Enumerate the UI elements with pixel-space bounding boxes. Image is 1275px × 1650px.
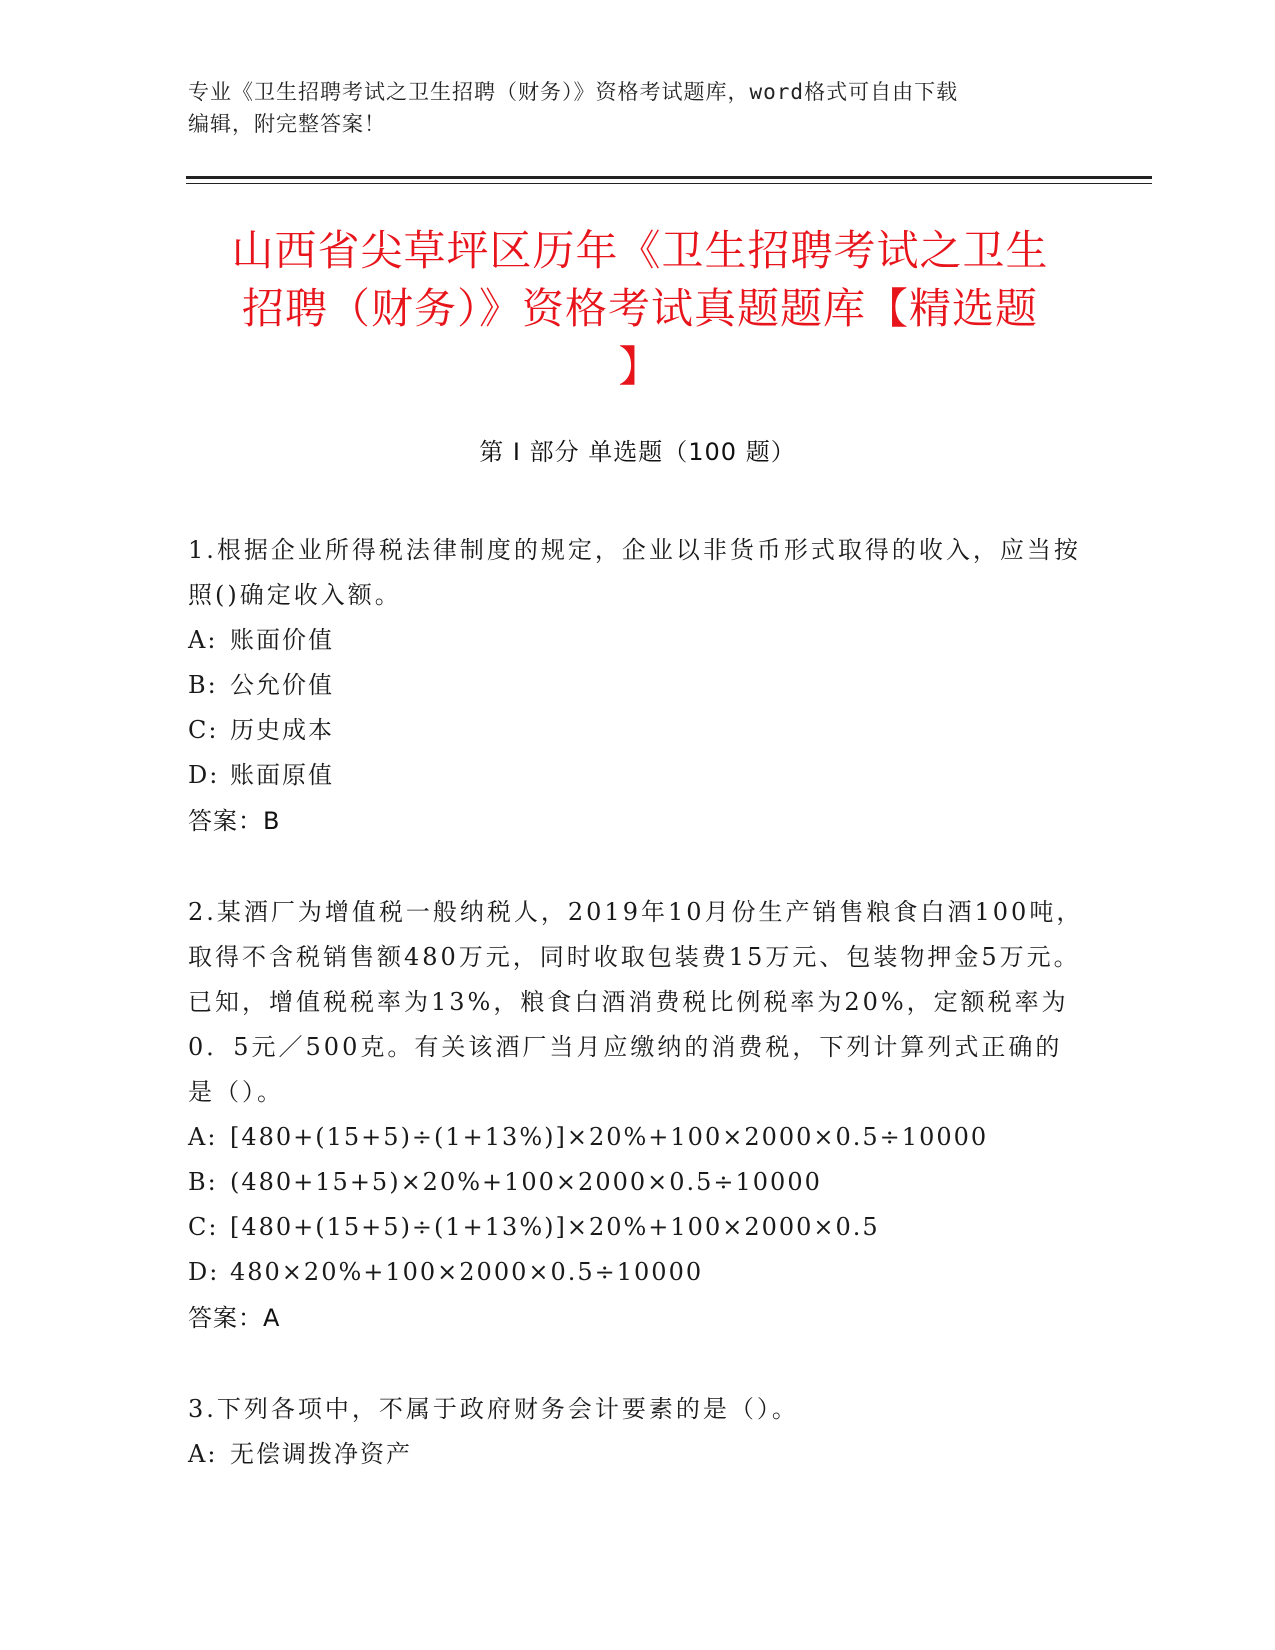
document-title: [190, 222, 1090, 396]
option-letter: C:: [188, 1213, 219, 1241]
document-title-line-1: 山西省尖草坪区历年《卫生招聘考试之卫生: [231, 226, 1049, 275]
option-a: [188, 1115, 1088, 1160]
option-letter: D:: [188, 761, 220, 789]
option-text: 账面价值: [230, 626, 334, 654]
option-text: (480+15+5)×20%+100×2000×0.5÷10000: [230, 1168, 822, 1196]
question-list: [188, 528, 1088, 1523]
question-stem: 1.根据企业所得税法律制度的规定，企业以非货币形式取得的收入，应当按照()确定收入额。: [188, 536, 1081, 609]
document-title-line-3: 】: [618, 342, 662, 391]
option-text: 无偿调拨净资产: [230, 1440, 412, 1468]
answer: 答案：A: [188, 1304, 281, 1332]
option-text: [480+(15+5)÷(1+13%)]×20%+100×2000×0.5: [230, 1213, 880, 1241]
section-title: 第 I 部分 单选题（100 题）: [479, 438, 796, 466]
option-text: 账面原值: [230, 761, 334, 789]
header-note: [188, 76, 1068, 140]
option-letter: C:: [188, 716, 219, 744]
header-divider-thick: [186, 176, 1152, 179]
option-c: [188, 1205, 1088, 1250]
option-a: [188, 618, 1088, 663]
option-text: 历史成本: [230, 716, 334, 744]
question-3: [188, 1387, 1088, 1477]
question-stem: 2.某酒厂为增值税一般纳税人，2019年10月份生产销售粮食白酒100吨，取得不含税销售额480万元，同时收取包装费15万元、包装物押金5万元。已知，增值税税率为13%，粮食白酒消费税比例税率为20%，定额税率为0．5元／500克。有关该酒厂当月应缴纳的消费税，下列计算列式正确的是（）。: [188, 898, 1084, 1106]
option-letter: A:: [188, 626, 218, 654]
option-letter: D:: [188, 1258, 220, 1286]
question-stem: 3.下列各项中，不属于政府财务会计要素的是（）。: [188, 1395, 799, 1423]
header-note-line-2: 编辑，附完整答案！: [188, 112, 386, 136]
option-c: [188, 708, 1088, 753]
answer: 答案：B: [188, 807, 281, 835]
document-title-line-2: 招聘（财务）》资格考试真题题库【精选题: [241, 284, 1038, 333]
option-text: 公允价值: [230, 671, 334, 699]
option-letter: A:: [188, 1123, 218, 1151]
option-d: [188, 753, 1088, 798]
question-1: [188, 528, 1088, 844]
header-divider-thin: [186, 183, 1152, 184]
question-2: [188, 890, 1088, 1341]
option-letter: B:: [188, 1168, 218, 1196]
option-d: [188, 1250, 1088, 1295]
option-text: [480+(15+5)÷(1+13%)]×20%+100×2000×0.5÷10000: [230, 1123, 989, 1151]
header-note-line-1: 专业《卫生招聘考试之卫生招聘（财务）》资格考试题库，word格式可自由下载: [188, 80, 959, 104]
option-text: 480×20%+100×2000×0.5÷10000: [230, 1258, 704, 1286]
option-letter: A:: [188, 1440, 218, 1468]
option-a: [188, 1432, 1088, 1477]
option-b: [188, 1160, 1088, 1205]
option-b: [188, 663, 1088, 708]
option-letter: B:: [188, 671, 218, 699]
